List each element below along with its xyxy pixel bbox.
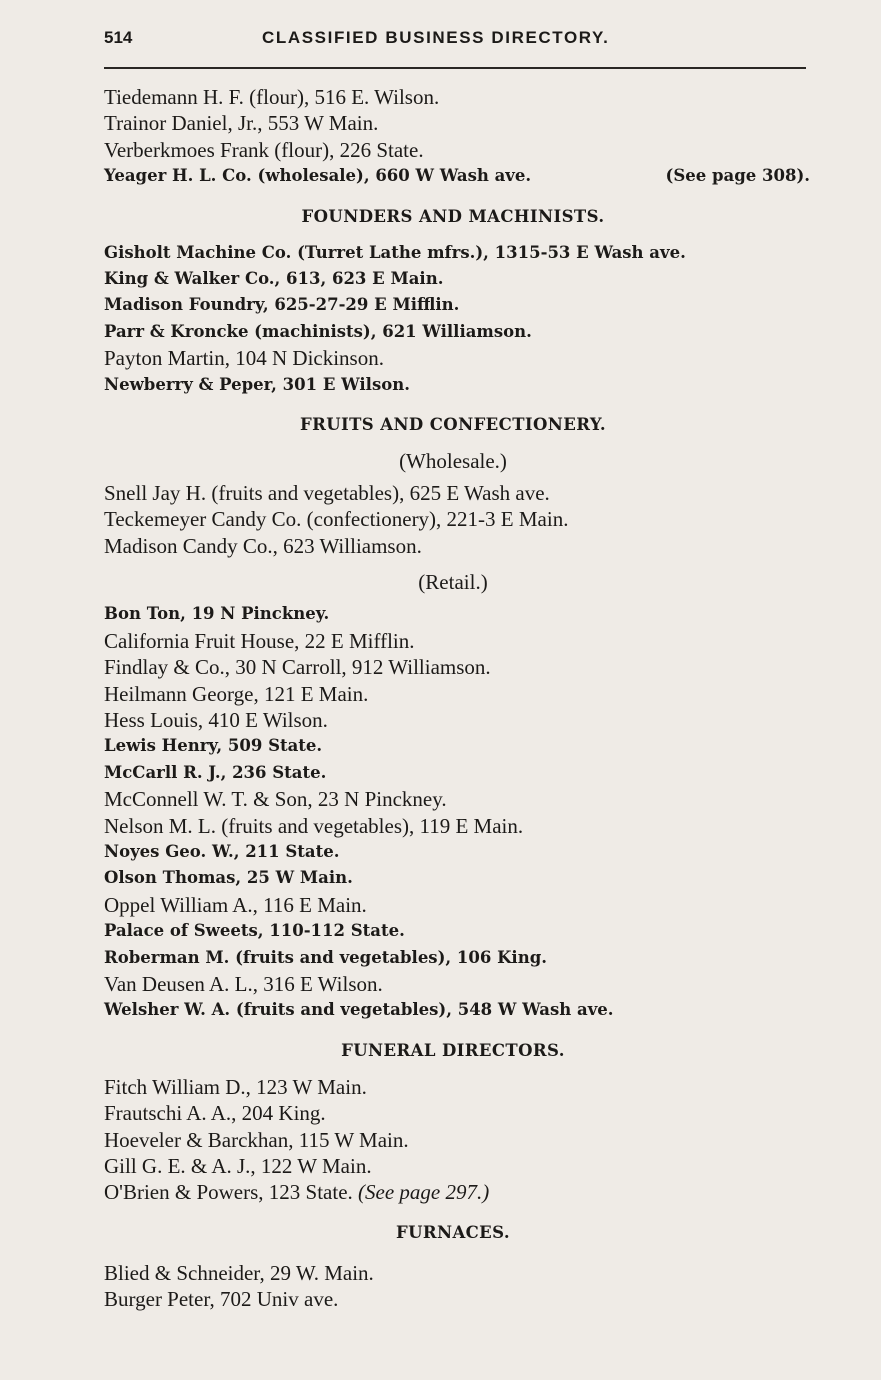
entry-text: Trainor Daniel, Jr., 553 W Main.	[104, 111, 379, 136]
entry-text: Madison Foundry, 625-27-29 E Mifflin.	[104, 295, 460, 315]
directory-entry	[104, 997, 814, 1023]
entry-text: McCarll R. J., 236 State.	[104, 762, 327, 782]
section-fruits	[104, 412, 814, 1024]
entry-text: Olson Thomas, 25 W Main.	[104, 868, 353, 888]
directory-entry	[104, 240, 814, 266]
section-entries	[104, 480, 814, 559]
entry-text: Burger Peter, 702 Univ ave.	[104, 1287, 339, 1312]
entry-text: Roberman M. (fruits and vegetables), 106 King.	[104, 947, 547, 967]
page-content	[104, 84, 814, 1313]
entry-text: Lewis Henry, 509 State.	[104, 736, 323, 756]
directory-entry	[104, 1127, 814, 1153]
directory-entry	[104, 266, 814, 292]
directory-entry	[104, 1153, 814, 1179]
directory-entry	[104, 601, 814, 627]
entry-text: Newberry & Peper, 301 E Wilson.	[104, 374, 410, 394]
directory-entry	[104, 480, 814, 506]
entry-text: Fitch William D., 123 W Main.	[104, 1074, 367, 1099]
directory-entry	[104, 1074, 814, 1100]
section-founders	[104, 204, 814, 398]
directory-entry	[104, 971, 814, 997]
section-entries	[104, 240, 814, 398]
directory-entry	[104, 163, 814, 189]
entry-text: Tiedemann H. F. (flour), 516 E. Wilson.	[104, 85, 440, 109]
directory-entry	[104, 533, 814, 559]
entry-text: Snell Jay H. (fruits and vegetables), 625 E Wash ave.	[104, 481, 550, 506]
entry-text: Hess Louis, 410 E Wilson.	[104, 707, 328, 732]
directory-entry	[104, 1179, 814, 1205]
directory-entry	[104, 813, 814, 839]
entry-text: Bon Ton, 19 N Pinckney.	[104, 604, 330, 624]
subheading-retail: (Retail.)	[418, 570, 488, 595]
directory-entry	[104, 654, 814, 680]
section-heading: FOUNDERS AND MACHINISTS.	[301, 206, 605, 226]
subheading-wholesale: (Wholesale.)	[399, 449, 507, 474]
directory-entry	[104, 506, 814, 532]
entry-text: Payton Martin, 104 N Dickinson.	[104, 346, 384, 371]
directory-entry	[104, 733, 814, 759]
entry-text: Palace of Sweets, 110-112 State.	[104, 921, 405, 941]
page-number: 514	[104, 28, 133, 47]
entry-text: Findlay & Co., 30 N Carroll, 912 Williamson.	[104, 655, 491, 680]
directory-entry	[104, 839, 814, 865]
page-reference: (See page 308).	[665, 166, 810, 186]
directory-entry	[104, 892, 814, 918]
section-entries	[104, 1074, 814, 1206]
directory-entry	[104, 628, 814, 654]
directory-entry	[104, 760, 814, 786]
directory-entry	[104, 945, 814, 971]
entry-text: Gisholt Machine Co. (Turret Lathe mfrs.), 1315-53 E Wash ave.	[104, 242, 686, 262]
entry-text: California Fruit House, 22 E Mifflin.	[104, 628, 415, 653]
entry-text: McConnell W. T. & Son, 23 N Pinckney.	[104, 787, 447, 812]
entry-text: Teckemeyer Candy Co. (confectionery), 221-3 E Main.	[104, 507, 569, 532]
directory-entry	[104, 84, 814, 110]
directory-entry	[104, 137, 814, 163]
entry-text: Noyes Geo. W., 211 State.	[104, 841, 340, 861]
entry-text: Frautschi A. A., 204 King.	[104, 1101, 326, 1126]
entry-text: O'Brien & Powers, 123 State.	[104, 1180, 353, 1205]
entry-text: Parr & Kroncke (machinists), 621 Williamson.	[104, 321, 532, 341]
directory-entry	[104, 372, 814, 398]
entry-text: Yeager H. L. Co. (wholesale), 660 W Wash ave.	[104, 166, 532, 186]
header-rule	[104, 67, 806, 69]
directory-entry	[104, 292, 814, 318]
entry-text: Gill G. E. & A. J., 122 W Main.	[104, 1154, 372, 1178]
directory-entry	[104, 1100, 814, 1126]
section-entries	[104, 601, 814, 1024]
directory-entry	[104, 1286, 814, 1312]
directory-entry	[104, 786, 814, 812]
directory-entry	[104, 110, 814, 136]
directory-entry	[104, 345, 814, 371]
running-title: CLASSIFIED BUSINESS DIRECTORY.	[262, 28, 610, 47]
directory-entry	[104, 1260, 814, 1286]
entry-text: Heilmann George, 121 E Main.	[104, 681, 369, 706]
directory-entry	[104, 707, 814, 733]
section-heading: FRUITS AND CONFECTIONERY.	[299, 415, 607, 435]
directory-entry	[104, 319, 814, 345]
section-funeral	[104, 1038, 814, 1206]
section-furnaces	[104, 1220, 814, 1313]
entry-text: Madison Candy Co., 623 Williamson.	[104, 533, 422, 558]
directory-entry	[104, 918, 814, 944]
entry-text: Blied & Schneider, 29 W. Main.	[104, 1260, 374, 1285]
section-heading: FURNACES.	[395, 1222, 511, 1242]
entry-text: Hoeveler & Barckhan, 115 W Main.	[104, 1127, 409, 1152]
entry-text: Van Deusen A. L., 316 E Wilson.	[104, 971, 383, 996]
entry-text: King & Walker Co., 613, 623 E Main.	[104, 269, 444, 289]
directory-entry	[104, 865, 814, 891]
section-entries	[104, 1260, 814, 1313]
entry-text: Welsher W. A. (fruits and vegetables), 548 W Wash ave.	[104, 1000, 614, 1020]
top-entries	[104, 84, 814, 190]
entry-text: Nelson M. L. (fruits and vegetables), 119 E Main.	[104, 813, 524, 838]
entry-text: Oppel William A., 116 E Main.	[104, 892, 367, 917]
directory-entry	[104, 681, 814, 707]
page-reference: (See page 297.)	[358, 1180, 490, 1205]
section-heading: FUNERAL DIRECTORS.	[341, 1040, 565, 1060]
page-header	[104, 26, 806, 54]
entry-text: Verberkmoes Frank (flour), 226 State.	[104, 137, 424, 162]
